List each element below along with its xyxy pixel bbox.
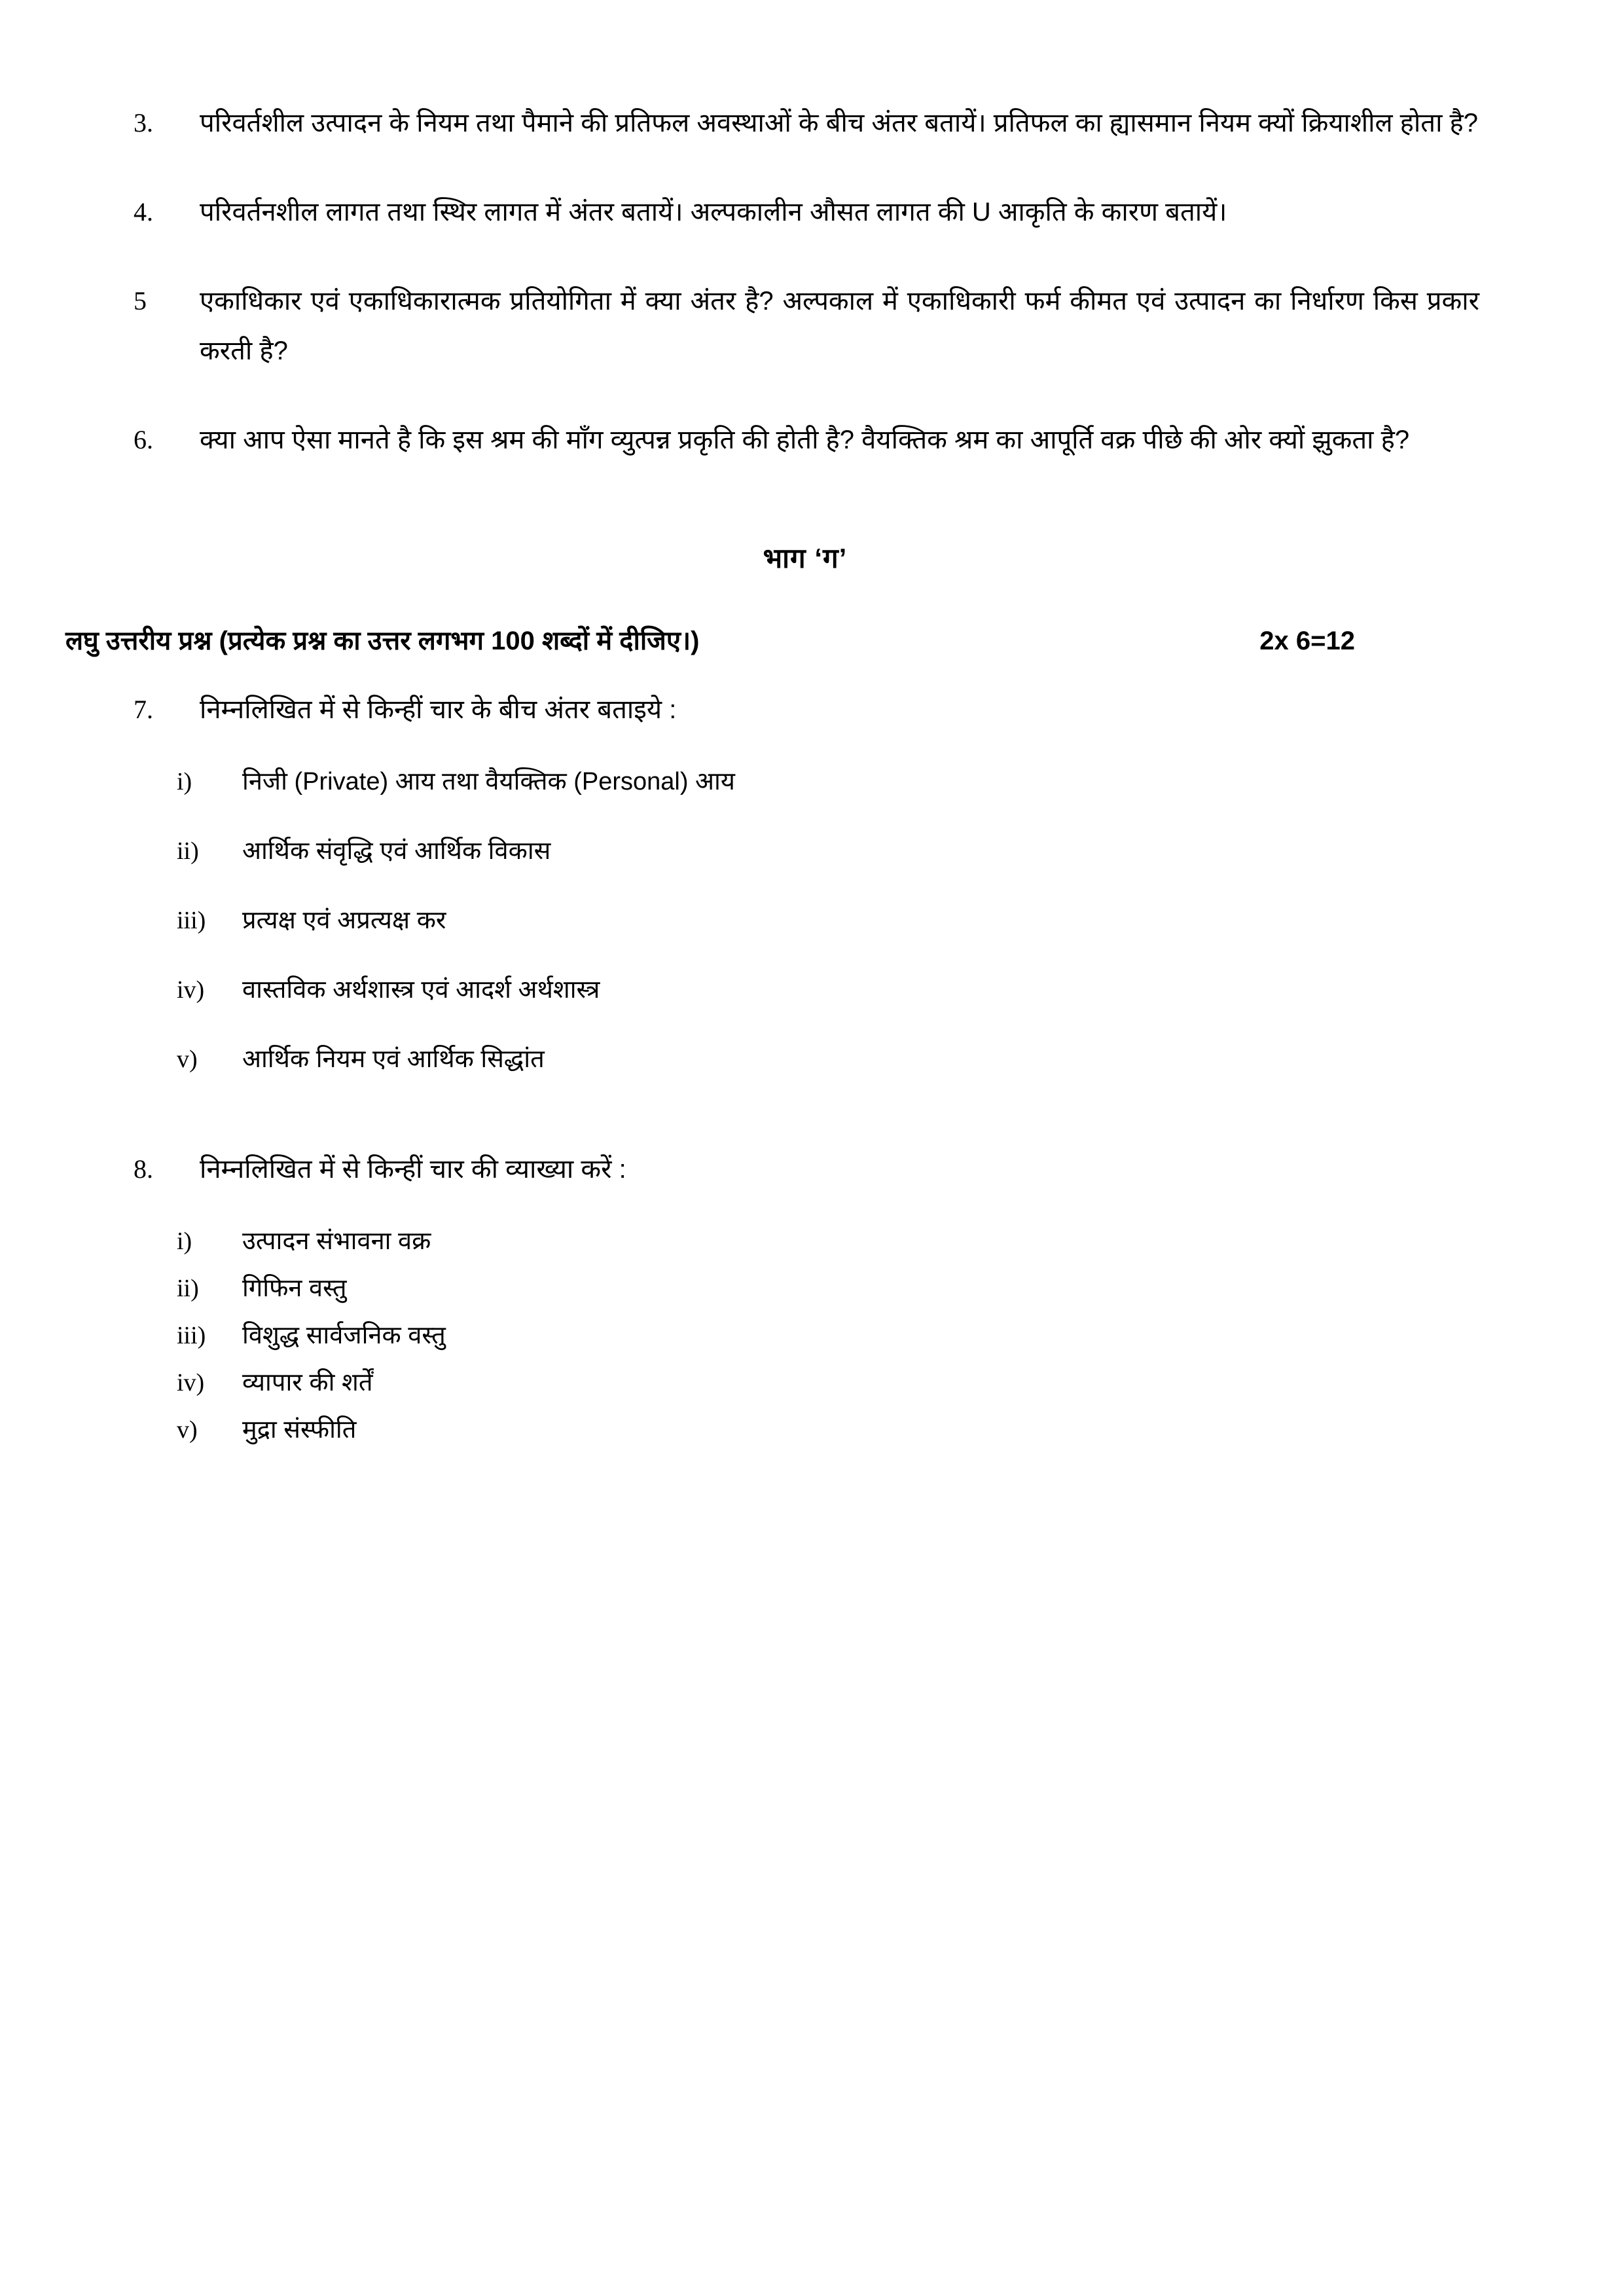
- instruction-row: [65, 619, 1427, 663]
- question-number: 6.: [134, 425, 153, 454]
- question-item: [131, 276, 1479, 376]
- sub-item-label: iii): [177, 907, 206, 934]
- sub-item-label: ii): [177, 1275, 199, 1302]
- spacer: [131, 237, 1479, 276]
- sub-item-label: iv): [177, 976, 205, 1004]
- question-item: [131, 415, 1479, 465]
- question-number: 5: [134, 286, 147, 316]
- sub-item: [131, 1360, 1479, 1405]
- question-text: निम्नलिखित में से किन्हीं चार की व्याख्या करें :: [200, 1155, 626, 1184]
- sub-item-text: व्यापार की शर्तें: [242, 1369, 373, 1396]
- sub-item-list: [131, 1219, 1479, 1452]
- spacer: [131, 663, 1479, 685]
- sub-item-text: प्रत्यक्ष एवं अप्रत्यक्ष कर: [242, 907, 446, 934]
- question-number: 7.: [134, 695, 153, 724]
- sub-item: [131, 759, 1479, 804]
- sub-item-text: उत्पादन संभावना वक्र: [242, 1228, 431, 1255]
- sub-item-label: v): [177, 1046, 198, 1073]
- question-text: परिवर्तशील उत्पादन के नियम तथा पैमाने की प्रतिफल अवस्थाओं के बीच अंतर बतायें। प्रतिफल का ह्यासमान नियम क्यों क्रियाशील होता है?: [200, 109, 1479, 137]
- sub-item-text: विशुद्ध सार्वजनिक वस्तु: [242, 1322, 446, 1349]
- question-number: 8.: [134, 1154, 153, 1184]
- question-item: [131, 187, 1479, 237]
- sub-item-label: v): [177, 1416, 198, 1444]
- question-number: 4.: [134, 197, 153, 227]
- question-number: 3.: [134, 108, 153, 137]
- sub-item-text: मुद्रा संस्फीति: [242, 1416, 357, 1444]
- sub-item: [131, 1219, 1479, 1264]
- spacer: [131, 148, 1479, 187]
- sub-item-text: आर्थिक संवृद्धि एवं आर्थिक विकास: [242, 837, 551, 865]
- sub-item-list: [131, 759, 1479, 1082]
- question-text: निम्नलिखित में से किन्हीं चार के बीच अंतर बताइये :: [200, 695, 677, 724]
- sub-item-label: i): [177, 1228, 192, 1255]
- question-item: [131, 98, 1479, 148]
- sub-item-label: iv): [177, 1369, 205, 1396]
- sub-item-text: वास्तविक अर्थशास्त्र एवं आदर्श अर्थशास्त्र: [242, 976, 600, 1004]
- sub-item-text: आर्थिक नियम एवं आर्थिक सिद्धांत: [242, 1046, 545, 1073]
- question-text: परिवर्तनशील लागत तथा स्थिर लागत में अंतर बतायें। अल्पकालीन औसत लागत की U आकृति के कारण बतायें।: [200, 198, 1227, 227]
- sub-item: [131, 898, 1479, 943]
- spacer: [131, 376, 1479, 415]
- sub-item-text: निजी (Private) आय तथा वैयक्तिक (Personal) आय: [242, 768, 735, 795]
- sub-item: [131, 1266, 1479, 1311]
- marks-label: 2x 6=12: [1259, 627, 1355, 655]
- question-text: एकाधिकार एवं एकाधिकारात्मक प्रतियोगिता में क्या अंतर है? अल्पकाल में एकाधिकारी फर्म कीमत एवं उत्पादन का निर्धारण किस प्रकार करती है?: [200, 287, 1479, 365]
- question-item: [131, 1144, 1479, 1194]
- question-text: क्या आप ऐसा मानते है कि इस श्रम की माँग व्युत्पन्न प्रकृति की होती है? वैयक्तिक श्रम का आपूर्ति वक्र पीछे की ओर क्यों झुकता है?: [200, 426, 1410, 454]
- instruction-text: लघु उत्तरीय प्रश्न (प्रत्येक प्रश्न का उत्तर लगभग 100 शब्दों में दीजिए।): [65, 627, 700, 655]
- sub-item: [131, 829, 1479, 873]
- section-heading: भाग ‘ग’: [763, 543, 848, 574]
- question-item: [131, 685, 1479, 735]
- spacer: [131, 1082, 1479, 1144]
- page-content: [65, 98, 1479, 1452]
- sub-item: [131, 968, 1479, 1012]
- sub-item-label: i): [177, 768, 192, 795]
- sub-item: [131, 1408, 1479, 1452]
- sub-item-label: ii): [177, 837, 199, 865]
- sub-item: [131, 1313, 1479, 1358]
- sub-item: [131, 1037, 1479, 1082]
- sub-item-label: iii): [177, 1322, 206, 1349]
- sub-item-text: गिफिन वस्तु: [242, 1275, 347, 1302]
